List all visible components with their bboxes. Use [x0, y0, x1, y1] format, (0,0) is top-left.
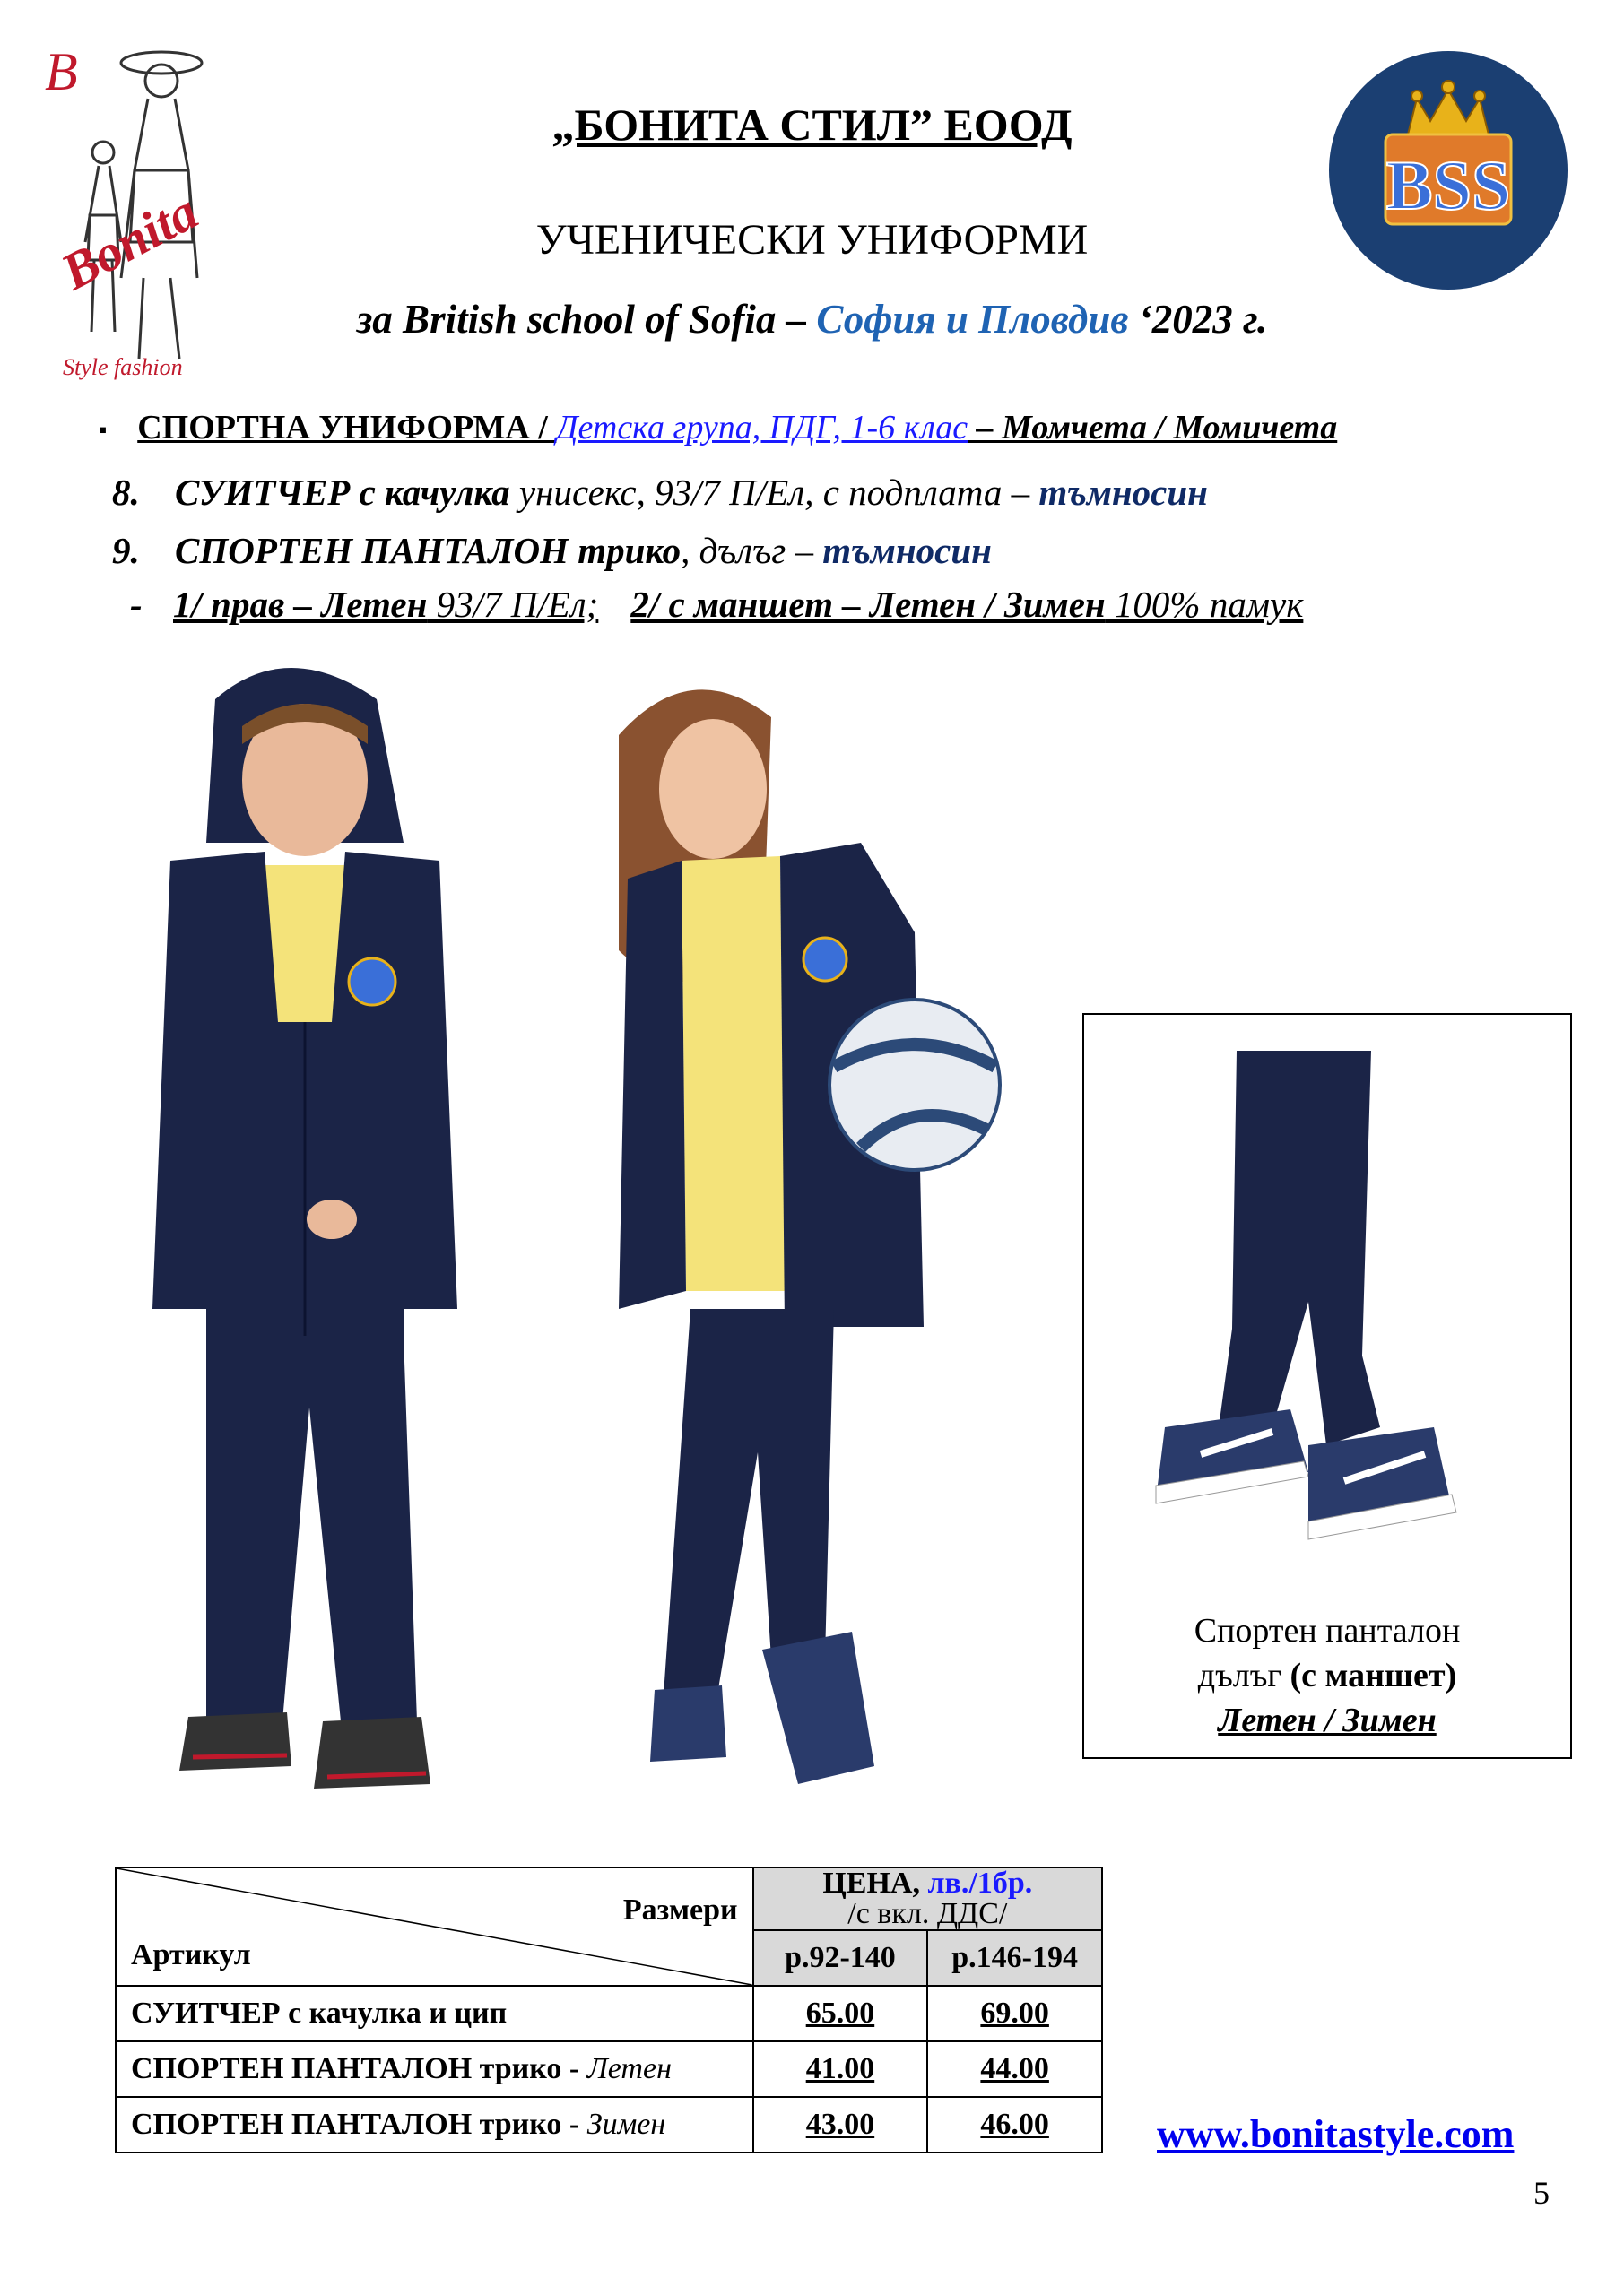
bonita-logo-script: Style fashion — [63, 354, 183, 380]
page-number: 5 — [1533, 2175, 1550, 2211]
caption-length: дълъг — [1197, 1657, 1290, 1694]
item-color: тъмносин — [822, 530, 992, 571]
subtitle-cities: София и Пловдив — [816, 297, 1129, 342]
article-cell — [116, 2041, 753, 2097]
variants-dash: - — [130, 584, 143, 625]
price-unit: лв./1бр. — [927, 1867, 1033, 1900]
item-color: тъмносин — [1038, 472, 1208, 513]
sizes-header: Размери — [622, 1893, 738, 1927]
price-cell: 65.00 — [753, 1986, 928, 2041]
photo-pants-cuffed — [1138, 1033, 1515, 1607]
section-heading — [99, 408, 1337, 447]
section-genders: – Момчета / Момичета — [968, 409, 1338, 446]
bullet-icon: ▪ — [99, 417, 108, 444]
variant-2-fabric: 100% памук — [1105, 584, 1304, 625]
svg-text:B: B — [45, 42, 78, 101]
article-season: Зимен — [586, 2108, 666, 2141]
item-number: 9. — [112, 530, 140, 571]
bonita-logo-text: Bonita — [51, 181, 207, 301]
item-description: унисекс, 93/7 П/Ел, с подплата – — [509, 472, 1039, 513]
item-sport-pants — [112, 529, 992, 572]
size-range-header: р.146-194 — [927, 1930, 1102, 1986]
variant-1-label: 1/ прав – Летен — [173, 584, 428, 625]
caption-line-2 — [1084, 1653, 1570, 1698]
company-name: „БОНИТА СТИЛ” ЕООД — [551, 100, 1073, 150]
article-season: Летен — [586, 2052, 672, 2085]
caption-line-1: Спортен панталон — [1194, 1612, 1461, 1650]
article-name: СПОРТЕН ПАНТАЛОН — [131, 2052, 473, 2085]
price-cell: 43.00 — [753, 2097, 928, 2153]
variant-2-label: 2/ с маншет – Летен / Зимен — [630, 584, 1106, 625]
article-cell — [116, 1986, 753, 2041]
item-description: , дълъг – — [681, 530, 823, 571]
article-detail: трико - — [472, 2108, 587, 2141]
pants-variants — [130, 583, 1303, 626]
section-groups: Детска група, ПДГ, 1-6 клас — [556, 409, 968, 446]
article-header: Артикул — [131, 1938, 251, 1971]
price-cell: 44.00 — [927, 2041, 1102, 2097]
item-name: СУИТЧЕР с качулка — [175, 472, 510, 513]
article-cell — [116, 2097, 753, 2153]
document-title: УЧЕНИЧЕСКИ УНИФОРМИ — [535, 216, 1089, 264]
section-name: СПОРТНА УНИФОРМА / — [137, 409, 557, 446]
caption-line-3: Летен / Зимен — [1218, 1702, 1437, 1739]
item-number: 8. — [112, 472, 140, 513]
pants-caption — [1084, 1608, 1570, 1743]
table-row — [116, 1986, 1102, 2041]
price-cell: 69.00 — [927, 1986, 1102, 2041]
article-name: СУИТЧЕР — [131, 1997, 281, 2030]
photo-boy-tracksuit — [108, 645, 529, 1856]
price-vat-note: /с вкл. ДДС/ — [847, 1897, 1008, 1930]
document-subtitle — [0, 296, 1624, 342]
variant-1-fabric: 93/7 П/Ел; — [427, 584, 599, 625]
item-name: СПОРТЕН ПАНТАЛОН трико — [175, 530, 682, 571]
pants-detail-box — [1082, 1013, 1572, 1759]
price-cell: 41.00 — [753, 2041, 928, 2097]
price-label: ЦЕНА, — [822, 1867, 928, 1900]
price-cell: 46.00 — [927, 2097, 1102, 2153]
bss-logo-text: BSS — [1385, 146, 1511, 224]
table-row — [116, 2041, 1102, 2097]
subtitle-year: ‘2023 г. — [1128, 297, 1268, 342]
table-corner-cell — [116, 1867, 753, 1986]
size-range-header: р.92-140 — [753, 1930, 928, 1986]
article-name: СПОРТЕН ПАНТАЛОН — [131, 2108, 473, 2141]
subtitle-school: за British school of Sofia – — [356, 297, 817, 342]
price-header — [753, 1867, 1102, 1930]
caption-cuff: (с маншет) — [1290, 1657, 1457, 1694]
item-hoodie — [112, 471, 1208, 514]
website-link[interactable]: www.bonitastyle.com — [1157, 2112, 1515, 2156]
article-detail: с качулка и цип — [280, 1997, 508, 2030]
table-row — [116, 2097, 1102, 2153]
price-table — [115, 1867, 1103, 2153]
photo-girl-tracksuit — [565, 663, 1067, 1838]
article-detail: трико - — [472, 2052, 587, 2085]
